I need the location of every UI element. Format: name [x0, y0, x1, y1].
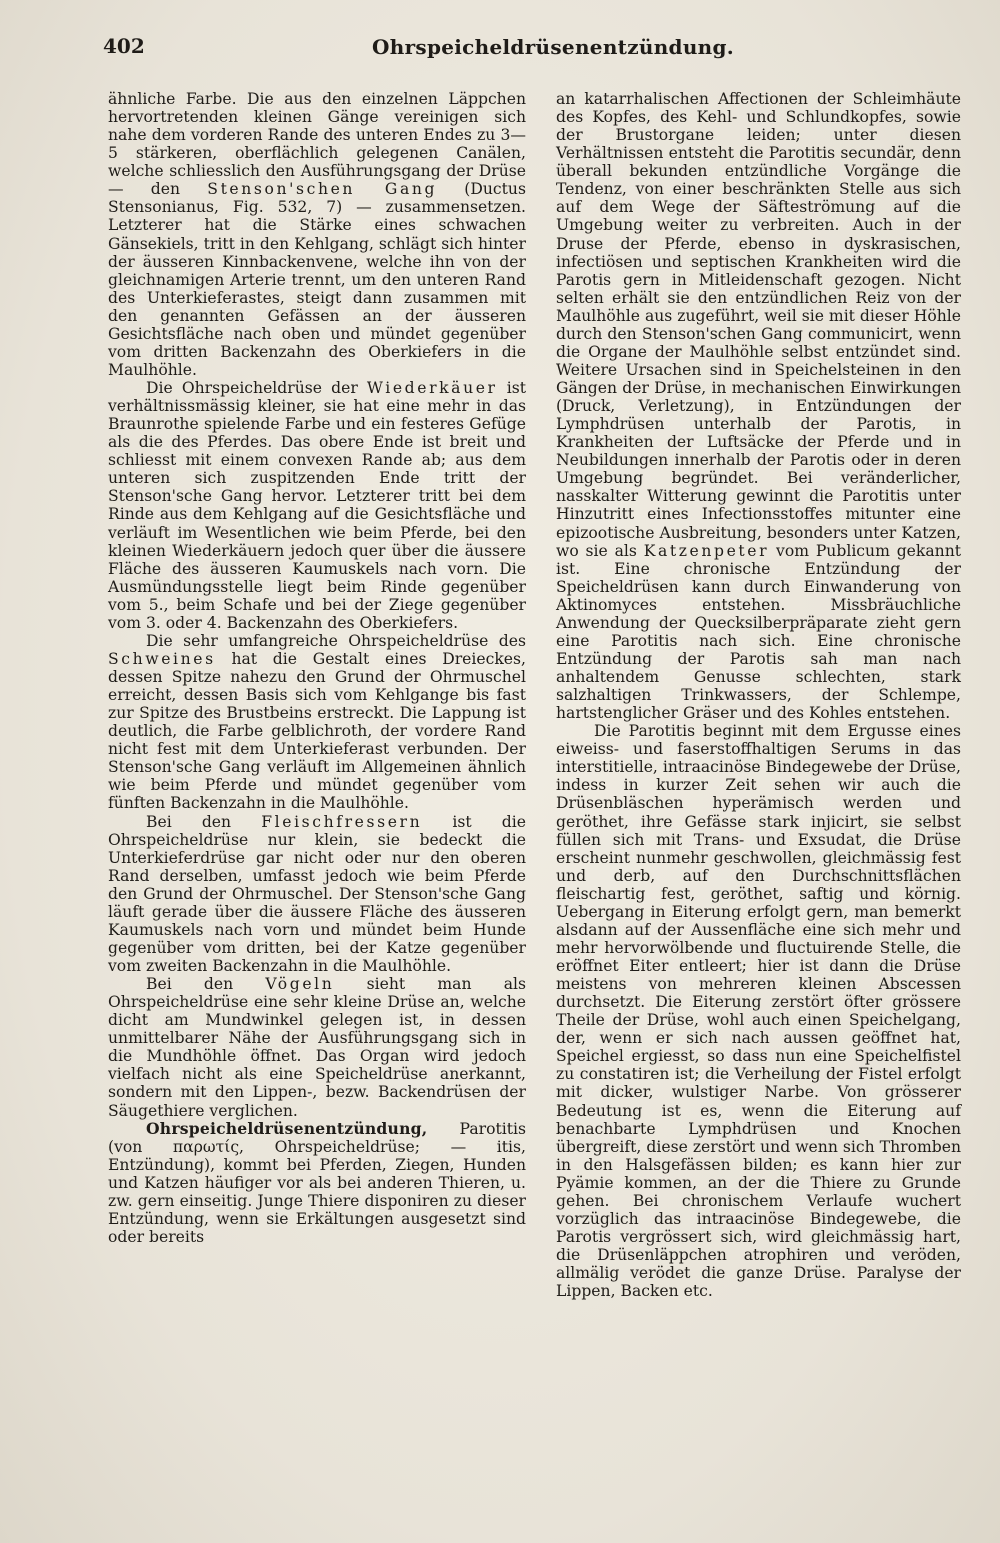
entry-heading: Ohrspeicheldrüsenentzündung, — [146, 1118, 428, 1138]
text-run: Die Parotitis beginnt mit dem Ergusse eines eiweiss- und faserstoffhaltigen Serums in das interstitielle, intraacinöse Bindegewebe der Drüse, indess in kurzer Zeit sehen wir auch die Drüsenbläschen hyperämisch werden und geröthet, ihre Gefässe stark injicirt, sie selbst füllen sich mit Trans- und Exsudat, die Drüse erscheint nunmehr geschwollen, gleichmässig fest und derb, auf den Durchschnittsflächen fleischartig fest, geröthet, saftig und körnig. Uebergang in Eiterung erfolgt gern, man bemerkt alsdann auf der Aussenfläche eine sich mehr und mehr hervorwölbende und fluctuirende Stelle, die eröffnet Eiter entleert; hier ist dann die Drüse meistens von mehreren kleinen Abscessen durchsetzt. Die Eiterung zerstört öfter grössere Theile der Drüse, wohl auch einen Speichelgang, der, wenn er sich nach aussen geöffnet hat, Speichel ergiesst, so dass nun eine Speichelfistel zu constatiren ist; die Verheilung der Fistel erfolgt mit dicker, wulstiger Narbe. Von grösserer Bedeutung ist es, wenn die Eiterung auf benachbarte Lymphdrüsen und Knochen übergreift, diese zerstört und wenn sich Thromben in den Halsgefässen bilden; es kann hier zur Pyämie kommen, an der die Thiere zu Grunde gehen. Bei chronischem Verlaufe wuchert vorzüglich das intraacinöse Bindegewebe, die Parotis vergrössert sich, wird gleichmässig hart, die Drüsenläppchen atrophiren und veröden, allmälig verödet die ganze Drüse. Paralyse der Lippen, Backen etc. — [556, 722, 961, 1301]
paragraph — [108, 813, 526, 976]
spaced-term: Katzenpeter — [643, 541, 770, 560]
text-run: Parotitis (von παρωτίς, Ohrspeicheldrüse; — itis, Entzündung), kommt bei Pferden, Ziegen, Hunden und Katzen häufiger vor als bei anderen Thieren, u. zw. gern einseitig. Junge Thiere disponiren zu dieser Entzündung, wenn sie Erkältungen ausgesetzt sind oder bereits — [108, 1119, 526, 1246]
spaced-term: Schweines — [108, 649, 216, 668]
paragraph — [108, 90, 526, 379]
text-run: Die sehr umfangreiche Ohrspeicheldrüse des — [146, 631, 526, 650]
page-number: 402 — [103, 34, 145, 58]
spaced-term: Vögeln — [265, 975, 335, 994]
running-head: Ohrspeicheldrüsenentzündung. — [372, 35, 735, 59]
text-run: ähnliche Farbe. Die aus den einzelnen Läppchen hervortretenden kleinen Gänge vereinigen sich nahe dem vorderen Rande des unteren Endes zu 3—5 stärkeren, oberflächlich gelegenen Canälen, welche schliesslich den Ausführungsgang der Drüse — den — [108, 90, 526, 199]
text-run: vom Publicum gekannt ist. Eine chronische Entzündung der Speicheldrüsen kann durch Einwanderung von Aktinomyces entstehen. Missbräuchliche Anwendung der Quecksilberpräparate zieht gern eine Parotitis nach sich. Eine chronische Entzündung der Parotis sah man nach anhaltendem Genusse schlechten, stark salzhaltigen Trinkwassers, der Schlempe, hartstenglicher Gräser und des Kohles entstehen. — [556, 541, 962, 723]
left-column — [108, 90, 526, 1246]
text-run: sieht man als Ohrspeicheldrüse eine sehr kleine Drüse an, welche dicht am Mundwinkel gelegen ist, in dessen unmittelbarer Nähe der Ausführungsgang sich in die Mundhöhle öffnet. Das Organ wird jedoch vielfach nicht als eine Speicheldrüse anerkannt, sondern mit den Lippen-, bezw. Backendrüsen der Säugethiere verglichen. — [108, 975, 526, 1120]
text-run: Bei den — [146, 812, 232, 831]
paragraph — [108, 379, 526, 632]
text-run: Bei den — [146, 975, 234, 994]
spaced-term: Stenson'schen Gang — [207, 180, 438, 199]
paragraph — [108, 632, 526, 813]
text-run: ist die Ohrspeicheldrüse nur klein, sie bedeckt die Unterkieferdrüse gar nicht oder nur den oberen Rand derselben, umfasst jedoch wie beim Pferde den Grund der Ohrmuschel. Der Stenson'sche Gang läuft gerade über die äussere Fläche des äusseren Kaumuskels nach vorn und mündet beim Hunde gegenüber vom dritten, bei der Katze gegenüber vom zweiten Backenzahn in die Maulhöhle. — [108, 812, 526, 975]
spaced-term: Wiederkäuer — [366, 379, 498, 397]
text-run: an katarrhalischen Affectionen der Schleimhäute des Kopfes, des Kehl- und Schlundkopfes, sowie der Brustorgane leiden; unter diesen Verhältnissen entsteht die Parotitis secundär, denn überall bekunden entzündliche Vorgänge die Tendenz, von einer beschränkten Stelle aus sich auf dem Wege der Säfteströmung auf die Umgebung weiter zu verbreiten. Auch in der Druse der Pferde, ebenso in dyskrasischen, infectiösen und septischen Krankheiten wird die Parotis gern in Mitleidenschaft gezogen. Nicht selten erhält sie den entzündlichen Reiz von der Maulhöhle aus zugeführt, weil sie mit dieser Höhle durch den Stenson'schen Gang communicirt, wenn die Organe der Maulhöhle selbst entzündet sind. Weitere Ursachen sind in Speichelsteinen in den Gängen der Drüse, in mechanischen Einwirkungen (Druck, Verletzung), in Entzündungen der Lymphdrüsen unterhalb der Parotis, in Krankheiten der Luftsäcke der Pferde und in Neubildungen innerhalb der Parotis oder in deren Umgebung begründet. Bei veränderlicher, nasskalter Witterung gewinnt die Parotitis unter Hinzutritt eines Infectionsstoffes mitunter eine epizootische Ausbreitung, besonders unter Katzen, wo sie als — [556, 90, 961, 560]
right-column — [556, 90, 961, 1300]
paragraph — [556, 90, 961, 722]
text-run: (Ductus Stensonianus, Fig. 532, 7) — zusammensetzen. Letzterer hat die Stärke eines schwachen Gänsekiels, tritt in den Kehlgang, schlägt sich hinter der äusseren Kinnbackenvene, welche ihn von der gleichnamigen Arterie trennt, um den unteren Rand des Unterkieferastes, steigt dann zusammen mit den genannten Gefässen an der äusseren Gesichtsfläche nach oben und mündet gegenüber vom dritten Backenzahn des Oberkiefers in die Maulhöhle. — [108, 180, 526, 379]
paragraph — [108, 1120, 526, 1246]
text-run: ist verhältnissmässig kleiner, sie hat eine mehr in das Braunrothe spielende Farbe und ein festeres Gefüge als die des Pferdes. Das obere Ende ist breit und schliesst mit einem convexen Rande ab; aus dem unteren sich zuspitzenden Ende tritt der Stenson'sche Gang hervor. Letzterer tritt bei dem Rinde aus dem Kehlgang auf die Gesichtsfläche und verläuft im Wesentlichen wie beim Pferde, bei den kleinen Wiederkäuern jedoch quer über die äussere Fläche des äusseren Kaumuskels nach vorn. Die Ausmündungsstelle liegt beim Rinde gegenüber vom 5., beim Schafe und bei der Ziege gegenüber vom 3. oder 4. Backenzahn des Oberkiefers. — [108, 379, 526, 632]
text-run: Die Ohrspeicheldrüse der — [146, 379, 358, 397]
paragraph — [556, 722, 961, 1300]
text-run: hat die Gestalt eines Dreieckes, dessen Spitze nahezu den Grund der Ohrmuschel erreicht, dessen Basis sich vom Kehlgange bis fast zur Spitze des Brustbeins erstreckt. Die Lappung ist deutlich, die Farbe gelblichroth, der vordere Rand nicht fest mit dem Unterkieferast verbunden. Der Stenson'sche Gang verläuft im Allgemeinen ähnlich wie beim Pferde und mündet gegenüber vom fünften Backenzahn in die Maulhöhle. — [108, 649, 526, 813]
spaced-term: Fleischfressern — [261, 812, 423, 831]
paragraph — [108, 975, 526, 1120]
